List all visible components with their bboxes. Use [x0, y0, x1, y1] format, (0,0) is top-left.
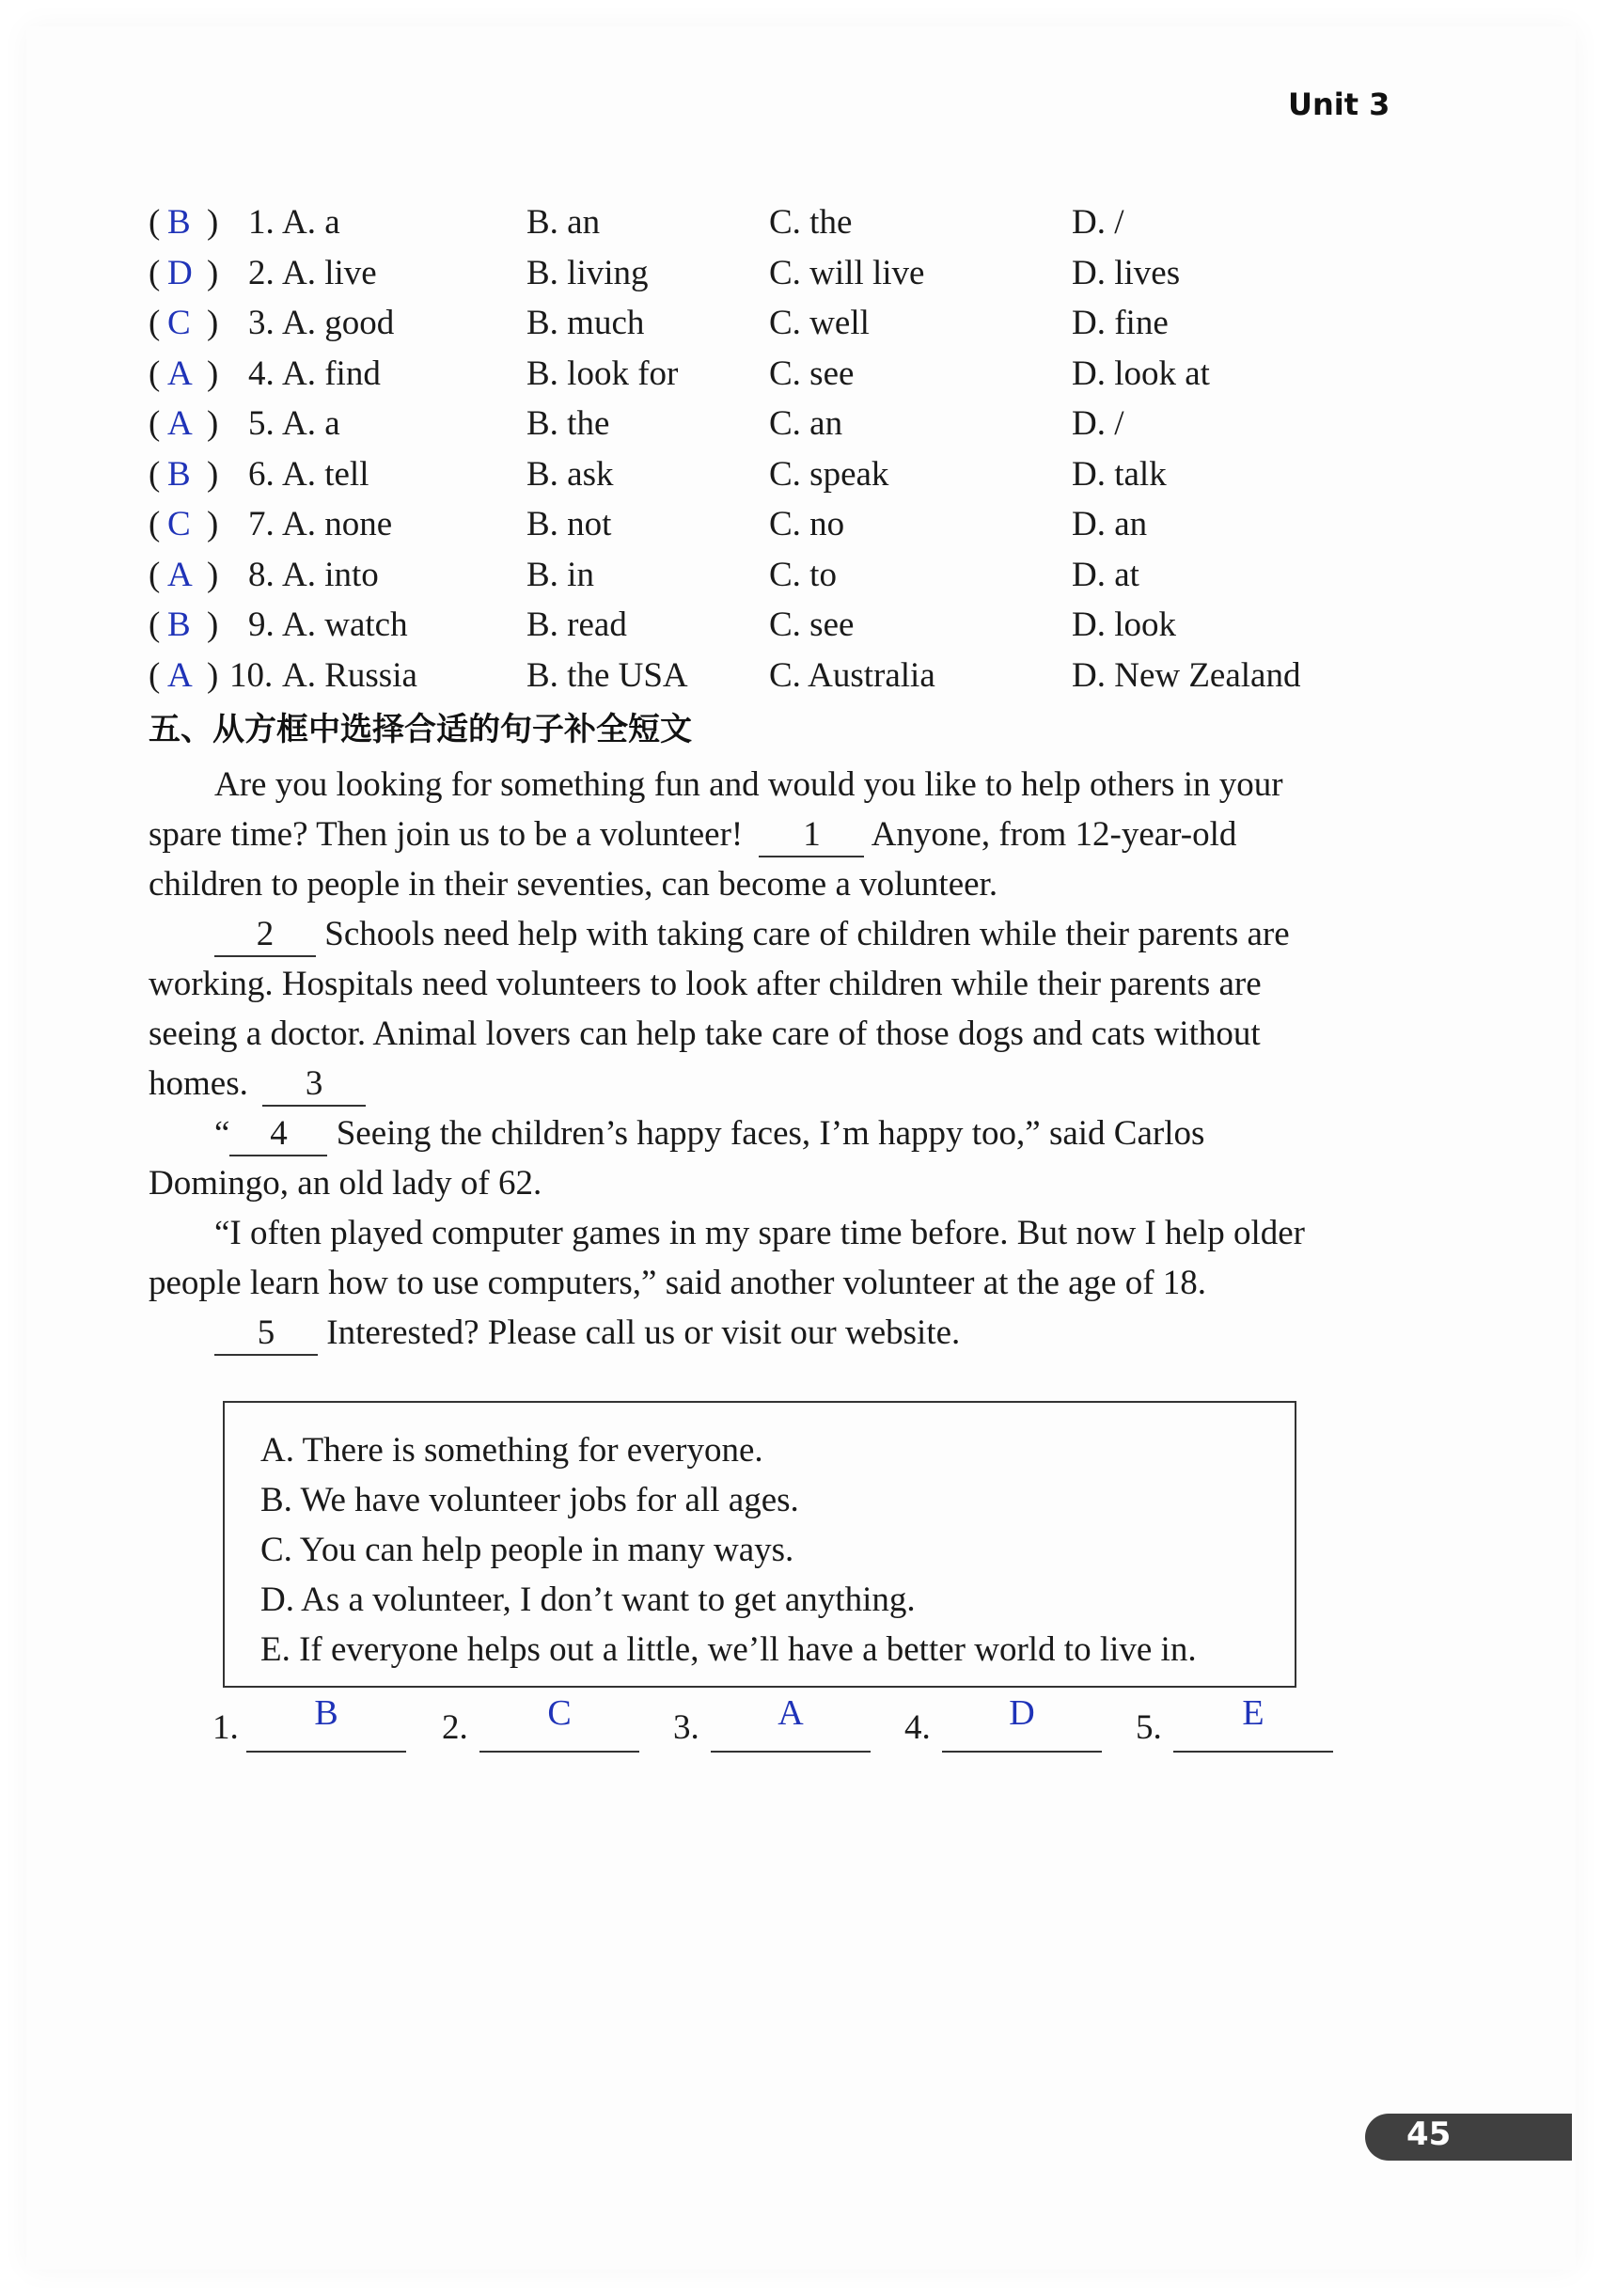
bracket-close: ) — [207, 304, 219, 342]
mc-option-c: C. an — [769, 404, 843, 443]
mc-question-number: 4. — [248, 354, 275, 393]
answer-blank[interactable] — [479, 1751, 639, 1753]
mc-answer: A — [167, 354, 193, 393]
mc-option-a: A. live — [282, 253, 377, 292]
passage-text: homes. — [149, 1064, 248, 1103]
bracket-open: ( — [149, 555, 161, 594]
mc-option-d: D. fine — [1072, 304, 1169, 342]
mc-option-b: B. the USA — [526, 655, 688, 695]
bracket-open: ( — [149, 354, 161, 393]
mc-option-c: C. no — [769, 505, 845, 543]
mc-answer: A — [167, 655, 193, 695]
blank-4: 4 — [229, 1113, 327, 1156]
mc-question-number: 9. — [248, 605, 275, 644]
answer-blank[interactable] — [1173, 1751, 1333, 1753]
mc-option-a: A. a — [282, 203, 340, 242]
answer-letter: C — [547, 1693, 572, 1733]
mc-option-b: B. living — [526, 253, 649, 292]
option-e: E. If everyone helps out a little, we’ll have a better world to live in. — [260, 1630, 1197, 1669]
answer-number: 3. — [673, 1708, 699, 1747]
mc-option-d: D. New Zealand — [1072, 655, 1301, 695]
mc-option-d: D. look at — [1072, 354, 1210, 393]
passage-line: people learn how to use computers,” said another volunteer at the age of 18. — [149, 1264, 1207, 1302]
mc-question-number: 7. — [248, 505, 275, 543]
mc-answer: D — [167, 253, 193, 292]
bracket-close: ) — [207, 203, 219, 242]
blank-1: 1 — [759, 814, 864, 857]
mc-option-d: D. / — [1072, 203, 1124, 242]
mc-option-d: D. / — [1072, 404, 1124, 443]
passage-line: seeing a doctor. Animal lovers can help take care of those dogs and cats without — [149, 1014, 1261, 1053]
mc-option-a: A. into — [282, 555, 379, 594]
bracket-close: ) — [207, 454, 219, 494]
mc-answer: B — [167, 454, 191, 494]
bracket-open: ( — [149, 505, 161, 543]
mc-option-a: A. watch — [282, 605, 408, 644]
options-box — [223, 1401, 1296, 1688]
mc-option-a: A. Russia — [282, 655, 417, 695]
blank-3: 3 — [262, 1063, 366, 1107]
mc-option-b: B. read — [526, 605, 627, 644]
mc-answer: C — [167, 505, 191, 543]
bracket-close: ) — [207, 404, 219, 443]
mc-option-d: D. at — [1072, 555, 1139, 594]
answer-letter: D — [1009, 1693, 1035, 1733]
mc-option-c: C. see — [769, 605, 855, 644]
mc-option-b: B. much — [526, 304, 645, 342]
bracket-close: ) — [207, 555, 219, 594]
mc-option-c: C. to — [769, 555, 837, 594]
mc-option-a: A. find — [282, 354, 381, 393]
mc-option-b: B. look for — [526, 354, 679, 393]
mc-question-number: 6. — [248, 454, 275, 494]
page-number: 45 — [1406, 2115, 1452, 2153]
unit-label: Unit 3 — [1288, 86, 1390, 122]
bracket-close: ) — [207, 605, 219, 644]
passage-line — [214, 1109, 1204, 1159]
section-title: 五、从方框中选择合适的句子补全短文 — [149, 711, 692, 748]
mc-answer: A — [167, 404, 193, 443]
mc-option-c: C. will live — [769, 253, 925, 292]
page-number-tab — [1365, 2114, 1572, 2161]
option-d: D. As a volunteer, I don’t want to get anything. — [260, 1580, 916, 1619]
blank-5: 5 — [214, 1313, 318, 1356]
passage-text: Interested? Please call us or visit our website. — [326, 1313, 961, 1352]
answer-blank[interactable] — [942, 1751, 1102, 1753]
answer-number: 1. — [212, 1708, 239, 1747]
answer-number: 4. — [904, 1708, 931, 1747]
mc-option-a: A. good — [282, 304, 395, 342]
answer-number: 5. — [1136, 1708, 1162, 1747]
mc-question-number: 10. — [229, 655, 274, 695]
mc-option-b: B. the — [526, 404, 610, 443]
mc-option-b: B. an — [526, 203, 601, 242]
blank-2: 2 — [214, 914, 316, 957]
mc-answer: B — [167, 605, 191, 644]
bracket-close: ) — [207, 505, 219, 543]
answer-letter: E — [1242, 1693, 1264, 1733]
option-a: A. There is something for everyone. — [260, 1431, 763, 1470]
passage-line: working. Hospitals need volunteers to look after children while their parents are — [149, 965, 1262, 1003]
bracket-open: ( — [149, 304, 161, 342]
mc-question-number: 8. — [248, 555, 275, 594]
mc-question-number: 1. — [248, 203, 275, 242]
mc-answer: C — [167, 304, 191, 342]
mc-option-d: D. look — [1072, 605, 1176, 644]
bracket-open: ( — [149, 605, 161, 644]
passage-line — [149, 810, 1236, 860]
mc-option-c: C. the — [769, 203, 853, 242]
mc-option-b: B. in — [526, 555, 594, 594]
passage-line: children to people in their seventies, can become a volunteer. — [149, 865, 998, 904]
mc-option-c: C. speak — [769, 454, 889, 494]
answer-letter: A — [777, 1693, 804, 1733]
mc-answer: A — [167, 555, 193, 594]
answer-number: 2. — [442, 1708, 468, 1747]
option-b: B. We have volunteer jobs for all ages. — [260, 1481, 799, 1519]
passage-line: Are you looking for something fun and would you like to help others in your — [214, 765, 1283, 804]
passage-line — [149, 1059, 366, 1109]
mc-option-c: C. well — [769, 304, 870, 342]
bracket-open: ( — [149, 203, 161, 242]
passage-text: Seeing the children’s happy faces, I’m happy too,” said Carlos — [336, 1114, 1205, 1153]
mc-option-d: D. talk — [1072, 454, 1167, 494]
passage-text: Anyone, from 12-year-old — [871, 815, 1237, 854]
mc-option-a: A. tell — [282, 454, 369, 494]
bracket-close: ) — [207, 253, 219, 292]
passage-line — [214, 909, 1290, 960]
answer-blank[interactable] — [711, 1751, 871, 1753]
passage-line: “I often played computer games in my spare time before. But now I help older — [214, 1214, 1305, 1252]
mc-option-d: D. an — [1072, 505, 1148, 543]
bracket-close: ) — [207, 655, 219, 695]
passage-text: Schools need help with taking care of children while their parents are — [324, 915, 1290, 953]
answer-letter: B — [314, 1693, 338, 1733]
mc-option-d: D. lives — [1072, 253, 1181, 292]
passage-line: Domingo, an old lady of 62. — [149, 1164, 542, 1203]
bracket-open: ( — [149, 655, 161, 695]
mc-option-b: B. ask — [526, 454, 614, 494]
mc-question-number: 2. — [248, 253, 275, 292]
mc-option-b: B. not — [526, 505, 612, 543]
answer-blank[interactable] — [246, 1751, 406, 1753]
bracket-open: ( — [149, 404, 161, 443]
bracket-close: ) — [207, 354, 219, 393]
mc-option-c: C. see — [769, 354, 855, 393]
passage-text: spare time? Then join us to be a volunteer! — [149, 815, 744, 854]
mc-question-number: 5. — [248, 404, 275, 443]
mc-option-a: A. a — [282, 404, 340, 443]
bracket-open: ( — [149, 253, 161, 292]
mc-option-a: A. none — [282, 505, 393, 543]
bracket-open: ( — [149, 454, 161, 494]
option-c: C. You can help people in many ways. — [260, 1531, 794, 1569]
mc-answer: B — [167, 203, 191, 242]
mc-option-c: C. Australia — [769, 655, 935, 695]
passage-text: “ — [214, 1114, 230, 1153]
mc-question-number: 3. — [248, 304, 275, 342]
passage-line — [214, 1308, 960, 1359]
